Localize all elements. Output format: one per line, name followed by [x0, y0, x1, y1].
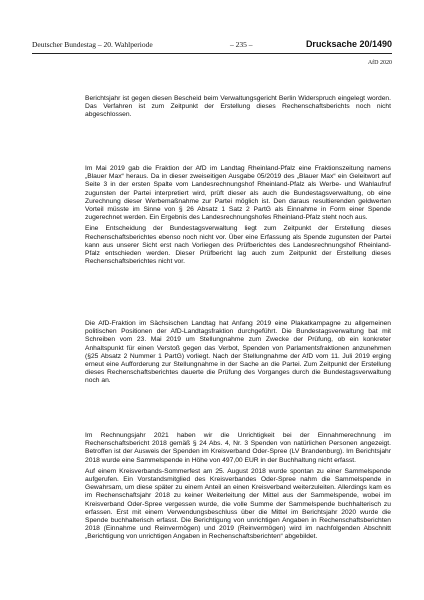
paragraph: Auf einem Kreisverbands-Sommerfest am 25. August 2018 wurde spontan zu einer Sammelspende aufgerufen. Ein Vorstandsmitglied des Kreisverbandes Oder-Spree nahm die Sammelspende in Gewahrsam, um diese später zu einem Anteil an einen Kreisverband weiterzuleiten. Allerdings kam es im Rechenschaftsjahr 2018 zu keiner Weiterleitung der Mittel aus der Sammelspende, wobei im Kreisverband Oder-Spree vergessen wurde, die volle Summe der Sammelspende buchhalterisch zu erfassen. Erst mit einem Verwendungsbeschluss über die Mittel im Berichtsjahr 2020 wurde die Spende buchhalterisch erfasst. Die Berichtigung von unrichtigen Angaben in Rechenschaftsberichten 2018 (Einnahme und Reinvermögen) und 2019 (Reinvermögen) wird im nachfolgenden Abschnitt „Berichtigung von unrichtigen Angaben in Rechenschaftsberichten“ abgebildet. [85, 467, 391, 541]
text-block-widerspruch [85, 95, 391, 120]
paragraph: Die AfD-Fraktion im Sächsischen Landtag hat Anfang 2019 eine Plakatkampagne zu allgemeinen politischen Positionen der AfD-Landtagsfraktion durchgeführt. Die Bundestagsverwaltung bat mit Schreiben vom 23. Mai 2019 um Stellungnahme zum Zwecke der Prüfung, ob ein konkreter Anhaltspunkt für einen Verstoß gegen das Verbot, Spenden von Parlamentsfraktionen anzunehmen (§25 Absatz 2 Nummer 1 PartG) vorliegt. Nach der Stellungnahme der AfD vom 11. Juli 2019 erging erneut eine Aufforderung zur Stellungnahme in der Sache an die Partei. Zum Zeitpunkt der Erstellung dieses Rechenschaftsberichtes dauerte die Prüfung des Vorganges durch die Bundestagsverwaltung noch an. [85, 320, 391, 385]
text-block-plakatkampagne [85, 320, 391, 386]
organization-label: AfD 2020 [367, 60, 392, 66]
paragraph: Eine Entscheidung der Bundestagsverwaltung liegt zum Zeitpunkt der Erstellung dieses Rechenschaftsberichtes ebenso noch nicht vor. Über eine Erfassung als Spende zugunsten der Partei kann aus unserer Sicht erst nach Vorliegen des Prüfberichtes des Landesrechnungshof Rheinland-Pfalz entschieden werden. Dieser Prüfbericht lag auch zum Zeitpunkt der Erstellung dieses Rechenschaftsberichtes nicht vor. [85, 225, 391, 266]
text-block-blauer-max [85, 165, 391, 266]
paragraph: Im Mai 2019 gab die Fraktion der AfD im Landtag Rheinland-Pfalz eine Fraktionszeitung namens „Blauer Max“ heraus. Da in dieser zweiseitigen Ausgabe 05/2019 des „Blauer Max“ ein Geleitwort auf Seite 3 in der ersten Spalte vom Landesrechnungshof Rheinland-Pfalz als Werbe- und Wahlaufruf zugunsten der Partei interpretiert wird, prüft dieser als auch die Bundestagsverwaltung, ob eine Zurechnung dieser Werbemaßnahme zur Partei möglich ist. Den daraus resultierenden geldwerten Vorteil müsste im Sinne von § 26 Absatz 1 Satz 2 PartG als Einnahme in Form einer Spende zugerechnet werden. Ein Ergebnis des Landesrechnungshofes Rheinland-Pfalz steht noch aus. [85, 165, 391, 222]
page-header [32, 40, 392, 52]
paragraph: Im Rechnungsjahr 2021 haben wir die Unrichtigkeit bei der Einnahmerechnung im Rechenschaftsbericht 2018 gemäß § 24 Abs. 4, Nr. 3 Spenden von natürlichen Personen angezeigt. Betroffen ist der Ausweis der Spenden im Kreisverband Oder-Spree (LV Brandenburg). Im Berichtsjahr 2018 wurde eine Sammelspende in Höhe von 497,00 EUR in der Buchhaltung nicht erfasst. [85, 432, 391, 464]
header-rule [32, 53, 392, 54]
header-document-number: Drucksache 20/1490 [305, 39, 392, 49]
header-page-number: – 235 – [230, 40, 253, 49]
paragraph: Berichtsjahr ist gegen diesen Bescheid beim Verwaltungsgericht Berlin Widerspruch eingelegt worden. Das Verfahren ist zum Zeitpunkt der Erstellung dieses Rechenschaftsberichts noch nicht abgeschlossen. [85, 95, 391, 119]
text-block-sammelspende [85, 432, 391, 542]
header-publication: Deutscher Bundestag – 20. Wahlperiode [32, 40, 153, 49]
